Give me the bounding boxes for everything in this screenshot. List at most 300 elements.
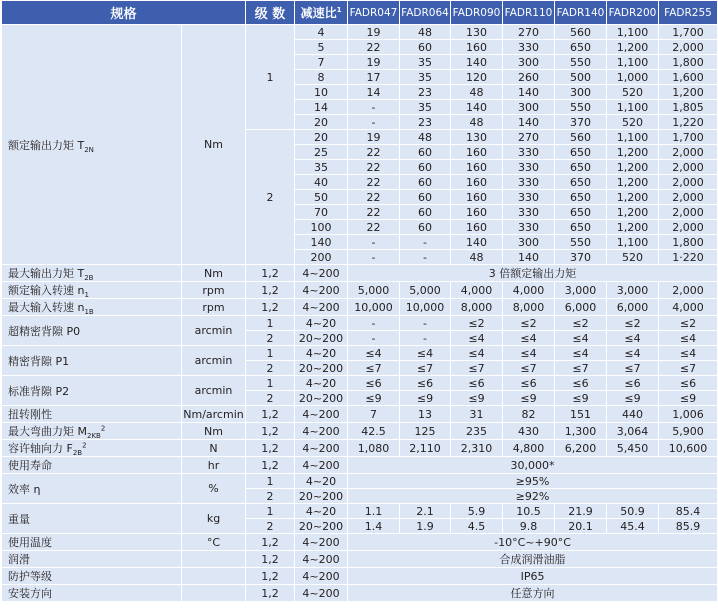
span-value-cell xyxy=(348,534,718,551)
row-unit: % xyxy=(182,474,246,504)
value-cell: ≤6 xyxy=(400,376,451,391)
value-cell: 130 xyxy=(451,130,503,145)
value-cell: 6,000 xyxy=(555,299,607,316)
header-model: FADR064 xyxy=(400,1,451,25)
table-row xyxy=(2,316,718,331)
header-model: FADR140 xyxy=(555,1,607,25)
header-model: FADR110 xyxy=(503,1,555,25)
value-cell: 5,900 xyxy=(659,423,718,440)
span-value-cell xyxy=(348,457,718,474)
ratio-cell: 10 xyxy=(295,85,348,100)
span-value-mark: * xyxy=(549,458,555,472)
row-label-sub: 2B xyxy=(72,449,83,457)
ratio-cell: 14 xyxy=(295,100,348,115)
ratio-cell: 20~200 xyxy=(295,391,348,406)
value-cell: 300 xyxy=(503,100,555,115)
value-cell: 35 xyxy=(400,55,451,70)
ratio-cell: 8 xyxy=(295,70,348,85)
value-cell: 650 xyxy=(555,160,607,175)
value-cell: ≤4 xyxy=(555,331,607,346)
value-cell: 5,000 xyxy=(348,282,400,299)
ratio-cell: 20~200 xyxy=(295,331,348,346)
value-cell: 120 xyxy=(451,70,503,85)
value-cell: - xyxy=(348,331,400,346)
value-cell: 60 xyxy=(400,175,451,190)
row-label xyxy=(2,265,182,282)
row-unit: Nm xyxy=(182,265,246,282)
row-label-text: 防护等级 xyxy=(8,570,52,583)
value-cell: ≤4 xyxy=(400,346,451,361)
value-cell: 140 xyxy=(503,85,555,100)
ratio-cell: 40 xyxy=(295,175,348,190)
ratio-cell: 4 xyxy=(295,25,348,40)
value-cell: 1,200 xyxy=(607,220,659,235)
value-cell: 300 xyxy=(503,55,555,70)
value-cell: ≤9 xyxy=(607,391,659,406)
row-label-text: 超精密背隙 P0 xyxy=(8,324,81,338)
row-unit: arcmin xyxy=(182,316,246,346)
value-cell: 151 xyxy=(555,406,607,423)
value-cell: 50.9 xyxy=(607,504,659,519)
span-value-text: 3 倍额定输出力矩 xyxy=(488,267,577,280)
value-cell: 560 xyxy=(555,25,607,40)
ratio-cell: 100 xyxy=(295,220,348,235)
value-cell: 650 xyxy=(555,175,607,190)
value-cell: ≤4 xyxy=(451,331,503,346)
table-row xyxy=(2,299,718,316)
value-cell: 1.4 xyxy=(348,519,400,534)
row-label-text: 使用寿命 xyxy=(8,459,52,472)
ratio-cell: 4~200 xyxy=(295,406,348,423)
value-cell: 2,310 xyxy=(451,440,503,457)
value-cell: 330 xyxy=(503,145,555,160)
header-row xyxy=(2,1,718,25)
table-row xyxy=(2,551,718,568)
value-cell: ≤4 xyxy=(503,331,555,346)
stage-cell: 1,2 xyxy=(246,440,295,457)
value-cell: ≤4 xyxy=(503,346,555,361)
stage-cell: 1,2 xyxy=(246,568,295,585)
value-cell: 260 xyxy=(503,70,555,85)
value-cell: 1,220 xyxy=(659,115,718,130)
value-cell: ≤6 xyxy=(555,376,607,391)
value-cell: ≤6 xyxy=(503,376,555,391)
value-cell: - xyxy=(400,316,451,331)
ratio-cell: 5 xyxy=(295,40,348,55)
value-cell: 45.4 xyxy=(607,519,659,534)
stage-cell: 1 xyxy=(246,376,295,391)
row-label-sub: 1B xyxy=(84,308,94,316)
value-cell: 300 xyxy=(555,85,607,100)
stage-cell: 1,2 xyxy=(246,406,295,423)
value-cell: 650 xyxy=(555,145,607,160)
value-cell: ≤4 xyxy=(348,346,400,361)
value-cell: 1,100 xyxy=(607,235,659,250)
ratio-cell: 4~200 xyxy=(295,423,348,440)
value-cell: 60 xyxy=(400,40,451,55)
value-cell: 235 xyxy=(451,423,503,440)
span-value-cell: ≥95% xyxy=(348,474,718,489)
value-cell: 48 xyxy=(451,250,503,265)
value-cell: 300 xyxy=(503,235,555,250)
row-label-sup: 2 xyxy=(82,441,87,450)
row-label-text: 重量 xyxy=(8,512,30,526)
row-unit xyxy=(182,568,246,585)
value-cell: 17 xyxy=(348,70,400,85)
value-cell: 650 xyxy=(555,40,607,55)
value-cell: 2,000 xyxy=(659,282,718,299)
value-cell: 1,100 xyxy=(607,55,659,70)
value-cell: 500 xyxy=(555,70,607,85)
value-cell: 1,200 xyxy=(607,175,659,190)
value-cell: 9.8 xyxy=(503,519,555,534)
value-cell: 330 xyxy=(503,190,555,205)
stage-cell: 1,2 xyxy=(246,457,295,474)
value-cell: 22 xyxy=(348,40,400,55)
value-cell: 430 xyxy=(503,423,555,440)
value-cell: 1.9 xyxy=(400,519,451,534)
span-value-text: IP65 xyxy=(520,569,545,583)
table-row xyxy=(2,474,718,489)
row-unit xyxy=(182,585,246,602)
value-cell: 270 xyxy=(503,130,555,145)
row-unit: kg xyxy=(182,504,246,534)
row-label xyxy=(2,423,182,440)
value-cell: ≤4 xyxy=(607,346,659,361)
value-cell: 550 xyxy=(555,55,607,70)
stage-cell: 1,2 xyxy=(246,534,295,551)
table-row xyxy=(2,457,718,474)
value-cell: ≤6 xyxy=(348,376,400,391)
value-cell: 125 xyxy=(400,423,451,440)
value-cell: ≤2 xyxy=(503,316,555,331)
header-model: FADR047 xyxy=(348,1,400,25)
value-cell: 5,000 xyxy=(400,282,451,299)
value-cell: 2,000 xyxy=(659,175,718,190)
value-cell: ≤2 xyxy=(659,316,718,331)
row-unit: arcmin xyxy=(182,346,246,376)
value-cell: ≤7 xyxy=(348,361,400,376)
value-cell: - xyxy=(400,235,451,250)
stage-cell: 1 xyxy=(246,316,295,331)
table-row xyxy=(2,423,718,440)
value-cell: - xyxy=(400,250,451,265)
stage-cell: 2 xyxy=(246,331,295,346)
value-cell: 1,080 xyxy=(348,440,400,457)
value-cell: 10,000 xyxy=(348,299,400,316)
value-cell: ≤7 xyxy=(659,361,718,376)
ratio-cell: 4~200 xyxy=(295,534,348,551)
row-label-sub: 2B xyxy=(84,274,94,282)
value-cell: 3,000 xyxy=(607,282,659,299)
value-cell: 370 xyxy=(555,115,607,130)
value-cell: 48 xyxy=(400,25,451,40)
header-ratio-sup: 1 xyxy=(336,6,342,14)
value-cell: 3,000 xyxy=(555,282,607,299)
value-cell: 60 xyxy=(400,220,451,235)
value-cell: 1,600 xyxy=(659,70,718,85)
ratio-cell: 4~200 xyxy=(295,457,348,474)
value-cell: 650 xyxy=(555,220,607,235)
value-cell: ≤4 xyxy=(555,346,607,361)
stage-cell: 1 xyxy=(246,346,295,361)
row-unit: Nm xyxy=(182,423,246,440)
value-cell: 8,000 xyxy=(503,299,555,316)
header-ratio-label: 减速比 xyxy=(300,6,337,20)
value-cell: - xyxy=(348,250,400,265)
ratio-cell: 4~20 xyxy=(295,474,348,489)
value-cell: 130 xyxy=(451,25,503,40)
row-label xyxy=(2,585,182,602)
value-cell: 13 xyxy=(400,406,451,423)
ratio-cell: 50 xyxy=(295,190,348,205)
value-cell: ≤9 xyxy=(451,391,503,406)
ratio-cell: 20 xyxy=(295,130,348,145)
header-spec: 规格 xyxy=(2,1,246,25)
value-cell: ≤6 xyxy=(451,376,503,391)
value-cell: 22 xyxy=(348,190,400,205)
header-model: FADR200 xyxy=(607,1,659,25)
ratio-cell: 20~200 xyxy=(295,519,348,534)
span-value-text: 任意方向 xyxy=(510,587,555,600)
row-unit: °C xyxy=(182,534,246,551)
value-cell: 1,000 xyxy=(607,70,659,85)
value-cell: 48 xyxy=(400,130,451,145)
value-cell: 19 xyxy=(348,25,400,40)
value-cell: 4,000 xyxy=(659,299,718,316)
span-value-cell xyxy=(348,568,718,585)
value-cell: 35 xyxy=(400,100,451,115)
row-label xyxy=(2,534,182,551)
row-label-sup: 2 xyxy=(100,424,106,433)
value-cell: 1,100 xyxy=(607,130,659,145)
value-cell: 23 xyxy=(400,115,451,130)
value-cell: ≤9 xyxy=(400,391,451,406)
value-cell: 7 xyxy=(348,406,400,423)
value-cell: 140 xyxy=(451,55,503,70)
row-label xyxy=(2,474,182,504)
ratio-cell: 35 xyxy=(295,160,348,175)
header-stage: 级 数 xyxy=(246,1,295,25)
span-value-cell xyxy=(348,585,718,602)
value-cell: ≤2 xyxy=(555,316,607,331)
ratio-cell: 140 xyxy=(295,235,348,250)
row-unit xyxy=(182,551,246,568)
value-cell: ≤9 xyxy=(503,391,555,406)
stage-cell: 1,2 xyxy=(246,299,295,316)
value-cell: 21.9 xyxy=(555,504,607,519)
ratio-cell: 4~20 xyxy=(295,376,348,391)
ratio-cell: 4~200 xyxy=(295,299,348,316)
value-cell: 60 xyxy=(400,190,451,205)
row-label xyxy=(2,282,182,299)
value-cell: 10,600 xyxy=(659,440,718,457)
value-cell: 1,006 xyxy=(659,406,718,423)
value-cell: 5,450 xyxy=(607,440,659,457)
value-cell: - xyxy=(348,316,400,331)
stage-cell: 2 xyxy=(246,489,295,504)
value-cell: 5.9 xyxy=(451,504,503,519)
value-cell: 6,200 xyxy=(555,440,607,457)
value-cell: 4,000 xyxy=(451,282,503,299)
ratio-cell: 20~200 xyxy=(295,489,348,504)
row-label-text: 额定输入转速 n xyxy=(8,284,85,297)
row-unit: rpm xyxy=(182,299,246,316)
header-ratio xyxy=(295,1,348,25)
ratio-cell: 4~200 xyxy=(295,551,348,568)
row-label xyxy=(2,504,182,534)
value-cell: 650 xyxy=(555,190,607,205)
row-unit: Nm/arcmin xyxy=(183,407,244,421)
value-cell: 19 xyxy=(348,55,400,70)
ratio-cell: 200 xyxy=(295,250,348,265)
stage-cell: 1,2 xyxy=(246,282,295,299)
value-cell: 10,000 xyxy=(400,299,451,316)
value-cell: 160 xyxy=(451,220,503,235)
row-label xyxy=(2,457,182,474)
value-cell: 22 xyxy=(348,220,400,235)
value-cell: ≤6 xyxy=(659,376,718,391)
value-cell: 550 xyxy=(555,235,607,250)
ratio-cell: 4~200 xyxy=(295,265,348,282)
value-cell: 8,000 xyxy=(451,299,503,316)
stage-cell: 2 xyxy=(246,391,295,406)
row-label-text: 额定输出力矩 T xyxy=(8,138,85,152)
row-label-sub: 2KB xyxy=(87,432,101,440)
value-cell: ≤4 xyxy=(451,346,503,361)
table-row xyxy=(2,346,718,361)
span-value-cell xyxy=(348,551,718,568)
value-cell: 4.5 xyxy=(451,519,503,534)
value-cell: 2,000 xyxy=(659,160,718,175)
value-cell: 42.5 xyxy=(348,423,400,440)
value-cell: - xyxy=(348,100,400,115)
value-cell: 1,805 xyxy=(659,100,718,115)
value-cell: 4,800 xyxy=(503,440,555,457)
ratio-cell: 4~200 xyxy=(295,282,348,299)
value-cell: 2,000 xyxy=(659,145,718,160)
value-cell: ≤9 xyxy=(348,391,400,406)
value-cell: 2,000 xyxy=(659,40,718,55)
value-cell: 330 xyxy=(503,220,555,235)
spec-body xyxy=(2,25,718,602)
value-cell: 35 xyxy=(400,70,451,85)
value-cell: 2,000 xyxy=(659,190,718,205)
stage-cell: 1,2 xyxy=(246,551,295,568)
row-label-sub: 1 xyxy=(84,291,89,299)
value-cell: 31 xyxy=(451,406,503,423)
row-label xyxy=(2,440,182,457)
value-cell: 14 xyxy=(348,85,400,100)
value-cell: ≤7 xyxy=(503,361,555,376)
stage-cell: 1,2 xyxy=(246,423,295,440)
row-label-text: 安装方向 xyxy=(8,587,52,600)
value-cell: 60 xyxy=(400,145,451,160)
value-cell: 1,800 xyxy=(659,55,718,70)
value-cell: 6,000 xyxy=(607,299,659,316)
ratio-cell: 7 xyxy=(295,55,348,70)
value-cell: 1,100 xyxy=(607,100,659,115)
value-cell: 160 xyxy=(451,40,503,55)
value-cell: ≤7 xyxy=(607,361,659,376)
value-cell: 140 xyxy=(503,115,555,130)
row-label-text: 扭转刚性 xyxy=(8,408,52,421)
value-cell: ≤6 xyxy=(607,376,659,391)
header-model: FADR090 xyxy=(451,1,503,25)
row-label xyxy=(2,568,182,585)
ratio-cell: 4~20 xyxy=(295,504,348,519)
span-value-text: -10°C~+90°C xyxy=(494,535,571,549)
value-cell: ≤7 xyxy=(555,361,607,376)
table-row xyxy=(2,265,718,282)
value-cell: 10.5 xyxy=(503,504,555,519)
value-cell: ≤9 xyxy=(555,391,607,406)
ratio-cell: 70 xyxy=(295,205,348,220)
value-cell: 370 xyxy=(555,250,607,265)
value-cell: ≤2 xyxy=(607,316,659,331)
row-label-text: 最大输出力矩 T xyxy=(8,267,85,280)
ratio-cell: 4~20 xyxy=(295,346,348,361)
table-row xyxy=(2,406,718,423)
table-row xyxy=(2,440,718,457)
value-cell: 1,200 xyxy=(607,160,659,175)
value-cell: 1,700 xyxy=(659,25,718,40)
value-cell: 60 xyxy=(400,160,451,175)
value-cell: ≤7 xyxy=(400,361,451,376)
value-cell: 550 xyxy=(555,100,607,115)
value-cell: 1·220 xyxy=(659,250,718,265)
table-row xyxy=(2,568,718,585)
value-cell: 330 xyxy=(503,175,555,190)
row-unit: Nm xyxy=(182,25,246,265)
value-cell: 23 xyxy=(400,85,451,100)
value-cell: 1,100 xyxy=(607,25,659,40)
value-cell: 1,200 xyxy=(607,145,659,160)
value-cell: 330 xyxy=(503,40,555,55)
row-label xyxy=(2,406,182,423)
value-cell: 22 xyxy=(348,205,400,220)
stage-cell: 2 xyxy=(246,361,295,376)
value-cell: 1,200 xyxy=(607,40,659,55)
value-cell: 2.1 xyxy=(400,504,451,519)
value-cell: 520 xyxy=(607,115,659,130)
header-model: FADR255 xyxy=(659,1,718,25)
value-cell: ≤7 xyxy=(451,361,503,376)
value-cell: 48 xyxy=(451,85,503,100)
value-cell: 160 xyxy=(451,190,503,205)
ratio-cell: 20~200 xyxy=(295,361,348,376)
ratio-cell: 4~200 xyxy=(295,568,348,585)
table-row xyxy=(2,282,718,299)
stage-cell: 1 xyxy=(246,474,295,489)
value-cell: 85.4 xyxy=(659,504,718,519)
value-cell: 160 xyxy=(451,175,503,190)
value-cell: 1,300 xyxy=(555,423,607,440)
value-cell: 1,800 xyxy=(659,235,718,250)
row-unit: arcmin xyxy=(182,376,246,406)
value-cell: 20.1 xyxy=(555,519,607,534)
value-cell: 2,110 xyxy=(400,440,451,457)
stage-cell: 2 xyxy=(246,519,295,534)
row-label-text: 标准背隙 P2 xyxy=(8,384,70,398)
value-cell: 19 xyxy=(348,130,400,145)
value-cell: 22 xyxy=(348,175,400,190)
value-cell: ≤9 xyxy=(659,391,718,406)
value-cell: 22 xyxy=(348,145,400,160)
value-cell: 140 xyxy=(451,235,503,250)
table-row xyxy=(2,25,718,40)
value-cell: ≤4 xyxy=(607,331,659,346)
